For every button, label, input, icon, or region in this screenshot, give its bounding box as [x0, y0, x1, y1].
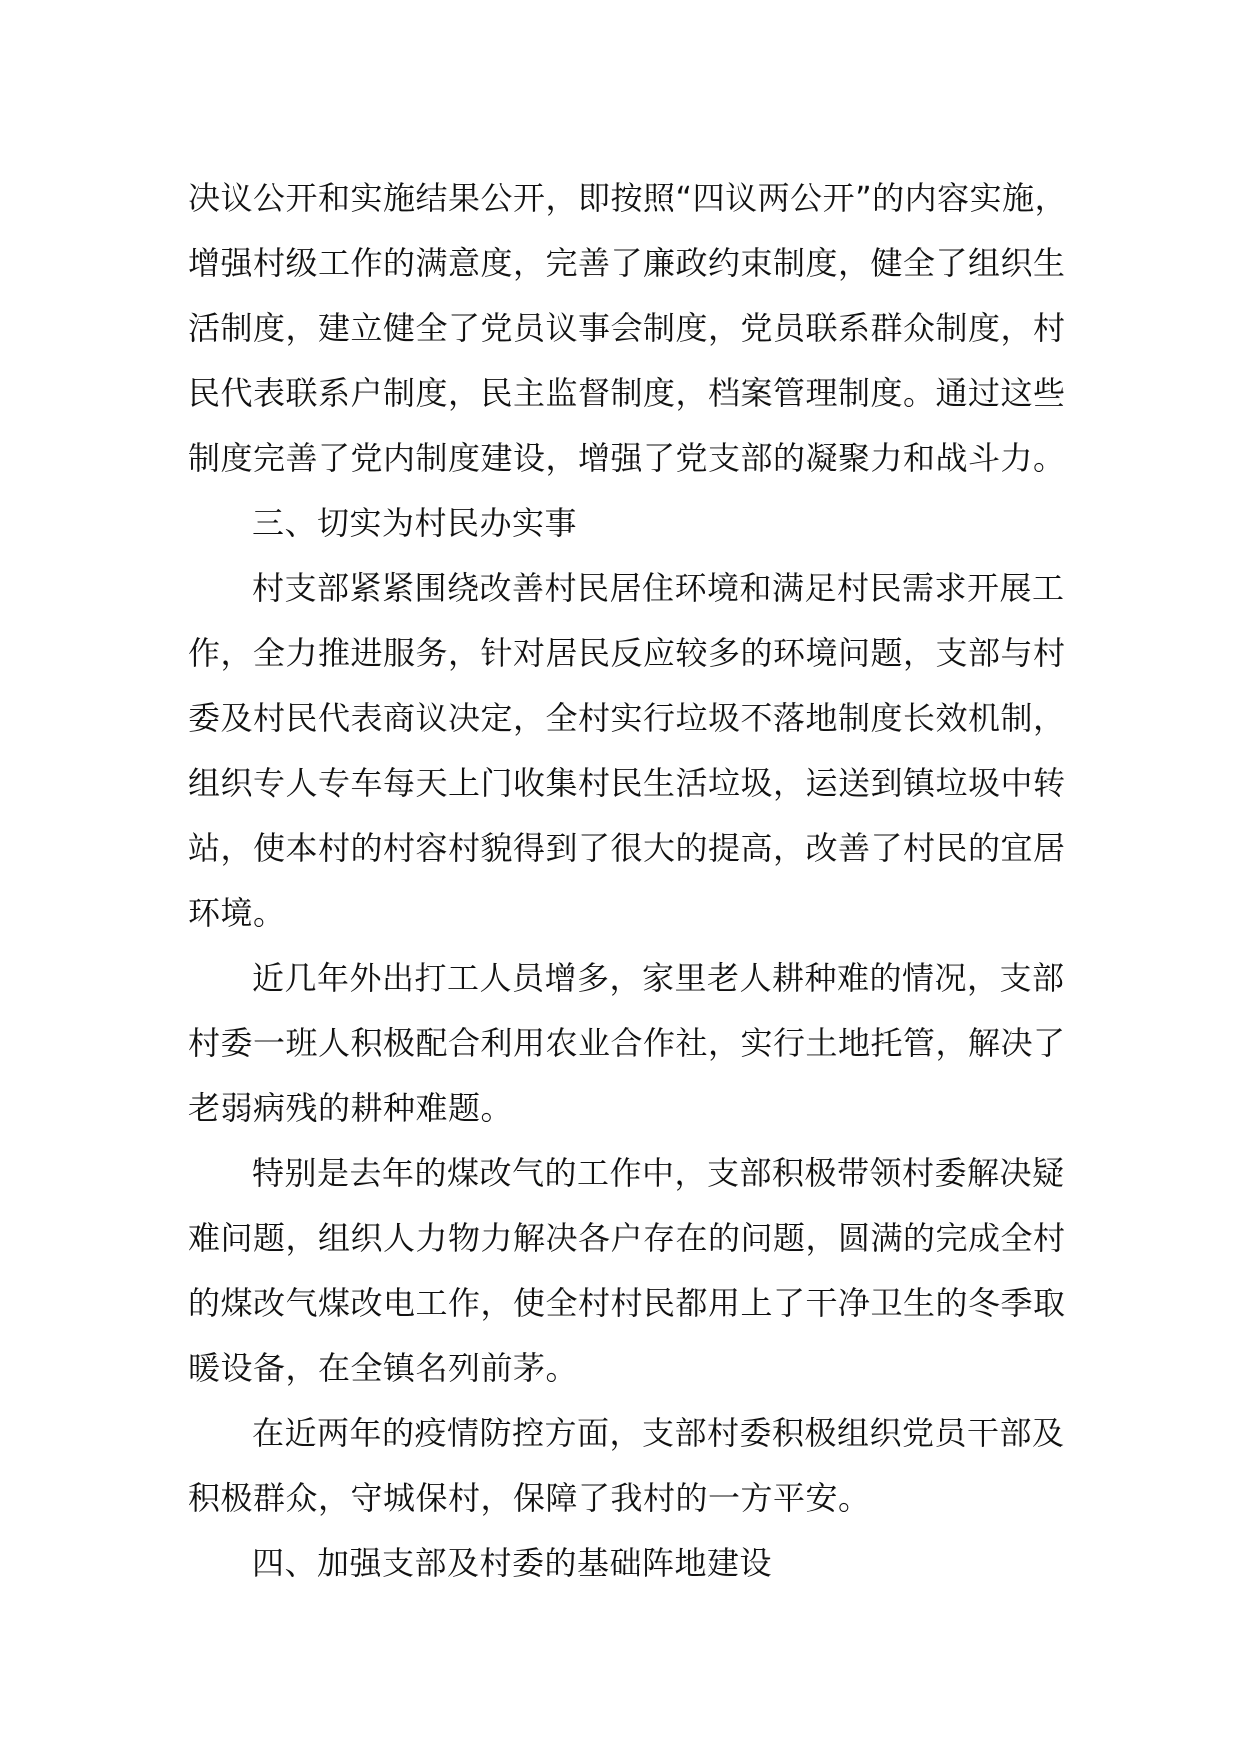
text-line: 村委一班人积极配合利用农业合作社，实行土地托管，解决了 [188, 1024, 1066, 1062]
document-page [188, 166, 1068, 1596]
section-heading-3: 三、切实为村民办实事 [252, 504, 578, 542]
text-line: 组织专人专车每天上门收集村民生活垃圾，运送到镇垃圾中转 [188, 764, 1066, 802]
text-line: 积极群众，守城保村，保障了我村的一方平安。 [188, 1479, 871, 1517]
paragraph-first-line: 特别是去年的煤改气的工作中，支部积极带领村委解决疑 [252, 1154, 1065, 1192]
text-line: 活制度，建立健全了党员议事会制度，党员联系群众制度，村 [188, 309, 1066, 347]
text-line: 民代表联系户制度，民主监督制度，档案管理制度。通过这些 [188, 374, 1066, 412]
text-line: 委及村民代表商议决定，全村实行垃圾不落地制度长效机制， [188, 699, 1066, 737]
section-heading-4: 四、加强支部及村委的基础阵地建设 [252, 1544, 773, 1582]
text-line: 老弱病残的耕种难题。 [188, 1089, 514, 1127]
text-line: 站，使本村的村容村貌得到了很大的提高，改善了村民的宜居 [188, 829, 1066, 867]
paragraph-first-line: 村支部紧紧围绕改善村民居住环境和满足村民需求开展工 [252, 569, 1065, 607]
text-line: 制度完善了党内制度建设，增强了党支部的凝聚力和战斗力。 [188, 439, 1066, 477]
text-line: 作，全力推进服务，针对居民反应较多的环境问题，支部与村 [188, 634, 1066, 672]
paragraph-first-line: 在近两年的疫情防控方面，支部村委积极组织党员干部及 [252, 1414, 1065, 1452]
text-line: 环境。 [188, 894, 286, 932]
text-line: 暖设备，在全镇名列前茅。 [188, 1349, 579, 1387]
text-line: 决议公开和实施结果公开，即按照“四议两公开”的内容实施， [188, 179, 1068, 217]
text-line: 的煤改气煤改电工作，使全村村民都用上了干净卫生的冬季取 [188, 1284, 1066, 1322]
paragraph-first-line: 近几年外出打工人员增多，家里老人耕种难的情况，支部 [252, 959, 1065, 997]
text-line: 增强村级工作的满意度，完善了廉政约束制度，健全了组织生 [188, 244, 1066, 282]
text-line: 难问题，组织人力物力解决各户存在的问题，圆满的完成全村 [188, 1219, 1066, 1257]
